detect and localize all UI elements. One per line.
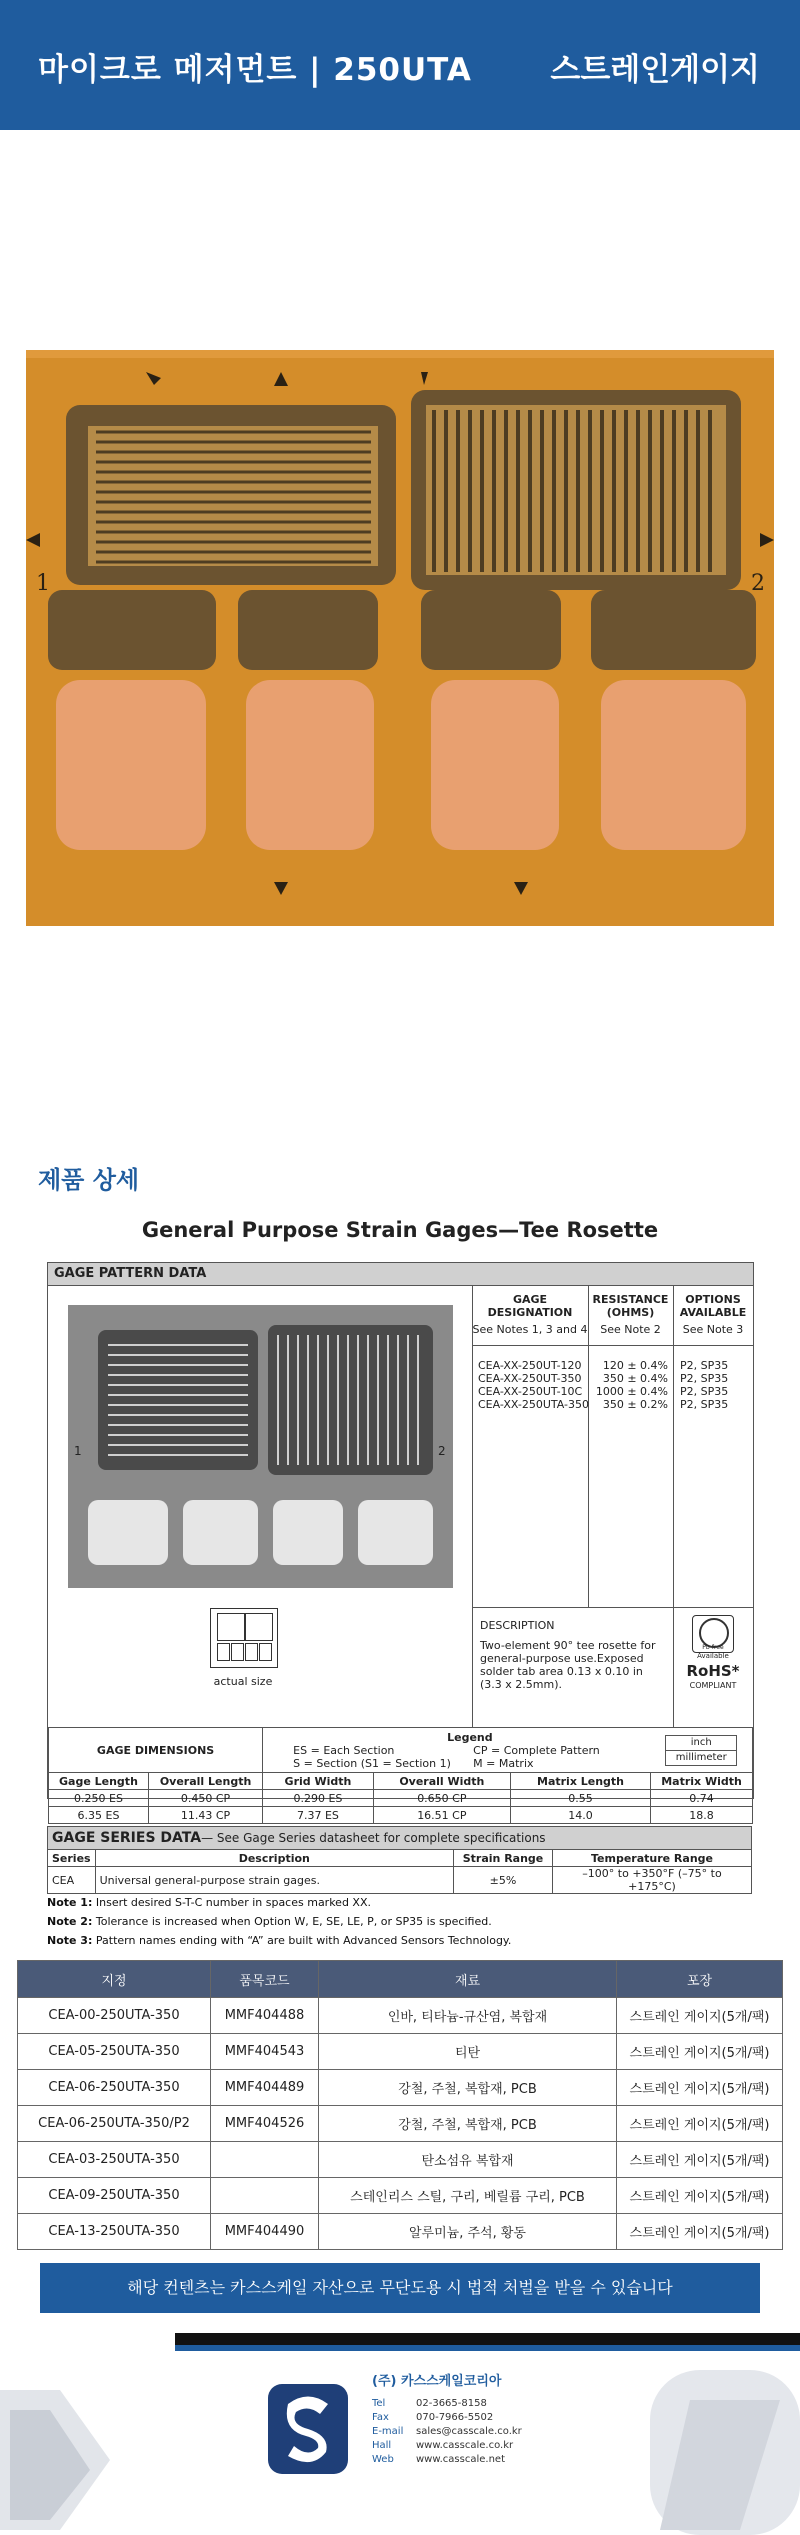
col-resistance-header: RESISTANCE (OHMS): [592, 1293, 669, 1319]
contact-web[interactable]: Web www.casscale.net: [372, 2454, 505, 2465]
detail-heading: 제품 상세: [38, 1166, 140, 1194]
resistance-list: 120 ± 0.4% 350 ± 0.4% 1000 ± 0.4% 350 ± 0.2%: [595, 1359, 668, 1411]
cas-logo-icon: [268, 2384, 348, 2474]
gage-illustration: [26, 350, 774, 926]
contact-tel: Tel 02-3665-8158: [372, 2398, 487, 2409]
table-row: CEA-09-250UTA-350 스테인리스 스틸, 구리, 베릴륨 구리, PCB 스트레인 게이지(5개/팩): [18, 2178, 783, 2214]
series-header-row: Series Description Strain Range Temperature Range: [48, 1850, 752, 1867]
company-name: (주) 카스스케일코리아: [372, 2374, 502, 2389]
series-row: CEA Universal general-purpose strain gages. ±5% –100° to +350°F (–75° to +175°C): [48, 1867, 752, 1894]
options-list: P2, SP35 P2, SP35 P2, SP35 P2, SP35: [680, 1359, 729, 1411]
gage-dimensions-table: [48, 1727, 753, 1824]
col-options-note: See Note 3: [682, 1323, 744, 1336]
footer-decor-right: [630, 2370, 800, 2535]
col-designation-header: GAGE DESIGNATION: [487, 1293, 573, 1319]
table-row: CEA-06-250UTA-350/P2 MMF404526 강철, 주철, 복합재, PCB 스트레인 게이지(5개/팩): [18, 2106, 783, 2142]
col-options-header: OPTIONS AVAILABLE: [679, 1293, 747, 1319]
dims-mm-row: 6.35 ES 11.43 CP 7.37 ES 16.51 CP 14.0 18.8: [49, 1807, 753, 1824]
dims-title: GAGE DIMENSIONS: [49, 1728, 263, 1773]
footer-bar: [175, 2333, 800, 2345]
dims-inch-row: 0.250 ES 0.450 CP 0.290 ES 0.650 CP 0.55 0.74: [49, 1790, 753, 1807]
table-row: CEA-05-250UTA-350 MMF404543 티탄 스트레인 게이지(5개/팩): [18, 2034, 783, 2070]
svg-text:2: 2: [751, 571, 765, 596]
col-resistance-note: See Note 2: [600, 1323, 661, 1336]
description-heading: DESCRIPTION: [480, 1619, 555, 1632]
contact-block: [372, 2375, 522, 2467]
datasheet-title: General Purpose Strain Gages—Tee Rosette: [141, 1218, 659, 1242]
category-label: 스트레인게이지: [550, 52, 760, 88]
table-row: CEA-06-250UTA-350 MMF404489 강철, 주철, 복합재, PCB 스트레인 게이지(5개/팩): [18, 2070, 783, 2106]
footer-bar-accent: [175, 2345, 800, 2351]
gage-photo: [26, 350, 774, 926]
designation-list: CEA-XX-250UT-120 CEA-XX-250UT-350 CEA-XX-250UT-10C CEA-XX-250UTA-350: [478, 1359, 589, 1411]
description-text: Two-element 90° tee rosette for general-purpose use.Exposed solder tab area 0.13 x 0.10 in (3.3 x 2.5mm).: [480, 1639, 656, 1691]
copyright-banner: 해당 컨텐츠는 카스스케일 자산으로 무단도용 시 법적 처벌을 받을 수 있습니다: [40, 2263, 760, 2313]
note-3: Note 3: Pattern names ending with “A” are built with Advanced Sensors Technology.: [47, 1934, 512, 1947]
page-title: 마이크로 메저먼트 | 250UTA: [38, 52, 472, 88]
actual-size-label: actual size: [213, 1675, 273, 1688]
footer-decor-left: [0, 2390, 110, 2530]
gage-pattern-box: [47, 1262, 754, 1822]
pb-free-icon: Pb-free: [692, 1615, 734, 1653]
gage-pattern-image: [68, 1305, 453, 1588]
svg-text:2: 2: [438, 1444, 446, 1458]
gage-series-table: [47, 1826, 752, 1894]
series-title: GAGE SERIES DATA: [52, 1830, 202, 1846]
gage-pattern-bar: GAGE PATTERN DATA: [48, 1263, 753, 1286]
product-header-row: 지정 품목코드 재료 포장: [18, 1961, 783, 1998]
page-header: [0, 0, 800, 130]
col-designation-note: See Notes 1, 3 and 4: [472, 1323, 588, 1336]
note-2: Note 2: Tolerance is increased when Option W, E, SE, LE, P, or SP35 is specified.: [47, 1915, 492, 1928]
rohs-logo: RoHS*: [686, 1662, 740, 1680]
product-table: [17, 1960, 783, 2250]
svg-text:1: 1: [36, 571, 50, 596]
unit-box: inch millimeter: [651, 1728, 753, 1773]
table-row: CEA-00-250UTA-350 MMF404488 인바, 티타늄-규산염, 복합재 스트레인 게이지(5개/팩): [18, 1998, 783, 2034]
notes: [47, 1893, 511, 1950]
rohs-compliant: COMPLIANT: [689, 1681, 737, 1690]
note-1: Note 1: Insert desired S-T-C number in spaces marked XX.: [47, 1896, 372, 1909]
available-label: Available: [697, 1652, 729, 1660]
contact-hall[interactable]: Hall www.casscale.co.kr: [372, 2440, 514, 2451]
legend-block: Legend ES = Each Section S = Section (S1 = Section 1) CP = Complete Pattern M = Matrix: [263, 1728, 651, 1773]
series-subtitle: — See Gage Series datasheet for complete specifications: [201, 1831, 546, 1845]
svg-text:1: 1: [74, 1444, 82, 1458]
table-row: CEA-03-250UTA-350 탄소섬유 복합재 스트레인 게이지(5개/팩): [18, 2142, 783, 2178]
actual-size-icon: [210, 1608, 278, 1668]
contact-fax: Fax 070-7966-5502: [372, 2412, 494, 2423]
contact-email[interactable]: E-mail sales@casscale.co.kr: [372, 2426, 522, 2437]
table-row: CEA-13-250UTA-350 MMF404490 알루미늄, 주석, 황동 스트레인 게이지(5개/팩): [18, 2214, 783, 2250]
dims-header-row: Gage Length Overall Length Grid Width Overall Width Matrix Length Matrix Width: [49, 1773, 753, 1790]
